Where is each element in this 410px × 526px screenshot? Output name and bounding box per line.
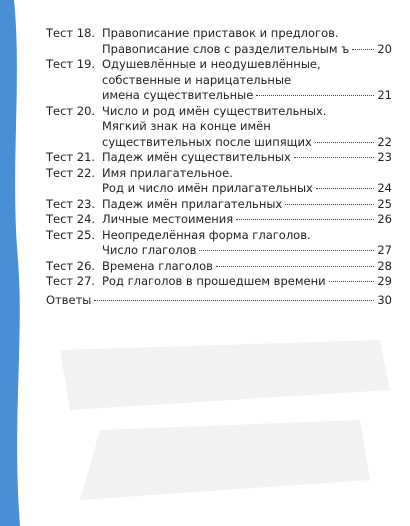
toc-page-number: 30 [377,292,392,307]
toc-line [102,274,392,290]
toc-entry [46,197,392,213]
toc-entry-body [102,150,392,166]
decorative-blue-band [0,0,28,526]
dot-leader [316,188,375,189]
toc-line [102,197,392,213]
toc-entry [46,212,392,228]
toc-line-text: Правописание слов с разделительным ъ [102,41,350,56]
dot-leader [256,95,374,96]
toc-line [102,212,392,228]
toc-line-text: Мягкий знак на конце имён [102,119,271,133]
toc-line [102,104,392,120]
toc-line-text: Одушевлённые и неодушевлённые, [102,57,321,71]
toc-entry-body [102,212,392,228]
toc-line-text: Падеж имён существительных [102,150,291,164]
toc-line [102,150,392,166]
toc-line-text: Времена глаголов [102,258,213,273]
toc-entry [46,274,392,290]
toc-entry-body [102,197,392,213]
toc-entry [46,150,392,166]
toc-test-number: Тест 19. [46,57,96,71]
toc-entry [46,166,392,197]
toc-line-text: Число и род имён существительных. [102,103,327,118]
toc-line [102,26,392,42]
toc-page-number: 21 [377,88,392,102]
toc-line [102,88,392,104]
dot-leader [216,266,374,267]
toc-line-text: Личные местоимения [102,212,234,226]
toc-entry-body [102,228,392,259]
dot-leader [285,204,374,205]
toc-answers-text: Ответы [46,292,92,307]
toc-line [102,119,392,135]
toc-line [102,166,392,182]
toc-test-number: Тест 18. [46,26,96,40]
toc-line-text: имена существительные [102,88,254,102]
toc-entry-body [102,104,392,151]
toc-page-number: 26 [377,212,392,226]
toc-entry [46,26,392,57]
toc-page-number: 24 [377,181,392,195]
toc-page-number: 29 [377,274,392,288]
dot-leader [94,300,374,301]
toc-test-number: Тест 25. [46,227,96,242]
toc-answers-line [46,293,392,309]
toc-line-text: Род глаголов в прошедшем времени [102,274,326,288]
toc-line [102,73,392,89]
toc-entry-body [102,259,392,275]
toc-line [102,42,392,58]
toc-line-text: Правописание приставок и предлогов. [102,26,339,40]
toc-line-text: Род и число имён прилагательных [102,181,313,195]
toc-entry [46,228,392,259]
toc-line [102,57,392,73]
dot-leader [199,250,374,251]
toc-entry [46,57,392,104]
toc-test-number: Тест 24. [46,212,96,226]
toc-line-text: Неопределённая форма глаголов. [102,227,311,242]
toc-entry-body [102,274,392,290]
toc-line-text: Число глаголов [102,243,197,257]
toc-page-number: 20 [377,41,392,56]
dot-leader [294,157,375,158]
toc-test-number: Тест 20. [46,103,96,118]
toc-page-number: 23 [377,150,392,164]
dot-leader [329,281,375,282]
toc-line-text: Падеж имён прилагательных [102,196,283,211]
toc-line [102,259,392,275]
toc-line-text: собственные и нарицательные [102,72,292,87]
toc-line [102,228,392,244]
toc-page-number: 27 [377,243,392,257]
dot-leader [315,142,375,143]
toc-line-text: существительных после шипящих [102,134,312,149]
blue-wave-shape [0,0,28,526]
toc-line [102,181,392,197]
toc-line-text: Имя прилагательное. [102,165,233,180]
toc-test-number: Тест 22. [46,165,96,180]
toc-entry [46,259,392,275]
toc-test-number: Тест 26. [46,258,96,273]
faint-background-illustration [40,330,400,520]
toc-page-number: 25 [377,196,392,211]
toc-test-number: Тест 27. [46,274,96,288]
toc-test-number: Тест 21. [46,150,96,164]
toc-entry [46,104,392,151]
toc-entry-body [102,57,392,104]
toc-entry-body [102,166,392,197]
toc-page-number: 28 [377,258,392,273]
toc-line [102,243,392,259]
toc-page-number: 22 [377,134,392,149]
table-of-contents [46,26,392,308]
toc-entry-body [102,26,392,57]
dot-leader [352,49,374,50]
toc-test-number: Тест 23. [46,196,96,211]
dot-leader [236,219,374,220]
toc-line [102,135,392,151]
